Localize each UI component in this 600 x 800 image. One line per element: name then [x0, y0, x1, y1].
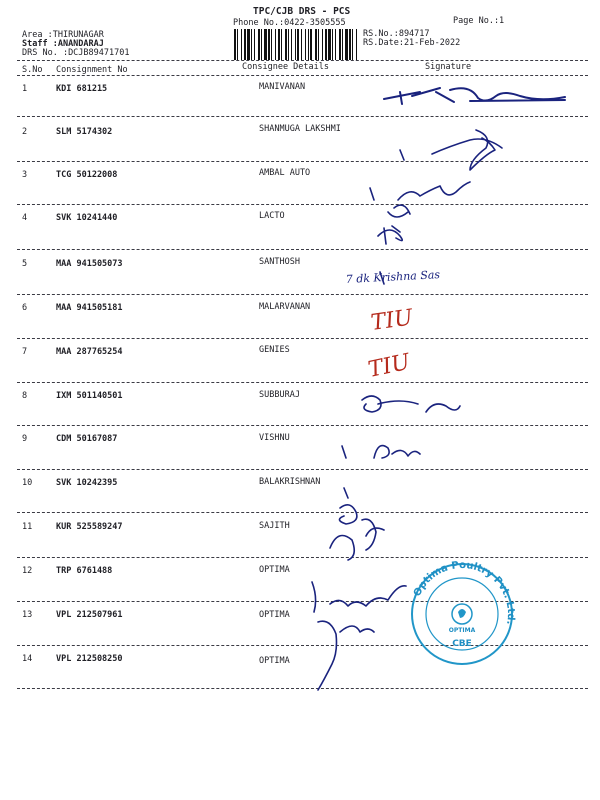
row-8-consignment: IXM 501140501	[56, 391, 123, 401]
row-10-sno: 10	[22, 478, 33, 488]
row-6-consignment: MAA 941505181	[56, 303, 123, 313]
signature-row-7: TIU	[366, 349, 413, 383]
signature-row-2	[400, 130, 502, 170]
staff-label: Staff :	[22, 39, 58, 49]
rs-date: RS.Date:21-Feb-2022	[363, 38, 461, 48]
row-3-sno: 3	[22, 170, 28, 180]
rs-number: RS.No.:894717	[363, 29, 430, 39]
column-header-signature: Signature	[425, 62, 472, 72]
row-13-consignment: VPL 212507961	[56, 610, 123, 620]
company-stamp	[412, 560, 516, 664]
row-14-consignment: VPL 212508250	[56, 654, 123, 664]
row-1-consignee: MANIVANAN	[259, 82, 306, 92]
row-6-sno: 6	[22, 303, 28, 313]
signature-row-5: 7 dk Krishna Sas	[345, 268, 441, 286]
signature-row-3	[370, 182, 470, 217]
row-11-consignment: KUR 525589247	[56, 522, 123, 532]
row-11-consignee: SAJITH	[259, 521, 290, 531]
row-9-consignment: CDM 50167087	[56, 434, 118, 444]
signature-row-12	[312, 582, 406, 612]
drs-label: DRS No. :	[22, 48, 69, 58]
row-7-consignment: MAA 287765254	[56, 347, 123, 357]
row-5-sno: 5	[22, 259, 28, 269]
row-9-sno: 9	[22, 434, 28, 444]
row-9-consignee: VISHNU	[259, 433, 290, 443]
row-2-consignee: SHANMUGA LAKSHMI	[259, 124, 341, 134]
row-12-consignment: TRP 6761488	[56, 566, 113, 576]
row-10-consignment: SVK 10242395	[56, 478, 118, 488]
stamp-ring-text: Optima Poultry Pvt. Ltd.	[411, 559, 517, 626]
row-14-sno: 14	[22, 654, 33, 664]
row-14-consignee: OPTIMA	[259, 656, 290, 666]
row-7-consignee: GENIES	[259, 345, 290, 355]
row-1-consignment: KDI 681215	[56, 84, 108, 94]
row-1-sno: 1	[22, 84, 28, 94]
column-header-consignment: Consignment No	[56, 65, 128, 75]
column-header-sno: S.No	[22, 65, 43, 75]
row-12-consignee: OPTIMA	[259, 565, 290, 575]
signature-row-9	[342, 446, 420, 458]
signature-row-6: TIU	[369, 305, 415, 336]
phone-number: Phone No.:0422-3505555	[233, 18, 346, 28]
signature-row-13	[318, 621, 374, 690]
stamp-city: CBE	[452, 639, 472, 649]
row-3-consignment: TCG 50122008	[56, 170, 118, 180]
signature-row-1	[384, 88, 565, 104]
row-2-sno: 2	[22, 127, 28, 137]
row-2-consignment: SLM 5174302	[56, 127, 113, 137]
row-7-sno: 7	[22, 347, 28, 357]
row-8-consignee: SUBBURAJ	[259, 390, 300, 400]
row-5-consignment: MAA 941505073	[56, 259, 123, 269]
column-header-consignee: Consignee Details	[242, 62, 329, 72]
signature-row-10	[339, 488, 356, 524]
row-5-consignee: SANTHOSH	[259, 257, 300, 267]
stamp-inner-text: OPTIMA	[448, 627, 476, 634]
row-13-sno: 13	[22, 610, 33, 620]
signature-row-8	[362, 396, 460, 412]
row-12-sno: 12	[22, 566, 33, 576]
row-4-consignee: LACTO	[259, 211, 285, 221]
drs-value: DCJB89471701	[68, 48, 130, 58]
signature-row-11	[330, 519, 384, 560]
area-value: THIRUNAGAR	[52, 30, 104, 40]
signature-row-4	[378, 226, 402, 244]
row-8-sno: 8	[22, 391, 28, 401]
row-11-sno: 11	[22, 522, 33, 532]
row-13-consignee: OPTIMA	[259, 610, 290, 620]
row-4-consignment: SVK 10241440	[56, 213, 118, 223]
row-4-sno: 4	[22, 213, 28, 223]
row-3-consignee: AMBAL AUTO	[259, 168, 311, 178]
area-label: Area :	[22, 30, 53, 40]
row-10-consignee: BALAKRISHNAN	[259, 477, 321, 487]
staff-value: ANANDARAJ	[57, 39, 104, 49]
row-6-consignee: MALARVANAN	[259, 302, 311, 312]
document-title: TPC/CJB DRS - PCS	[253, 6, 351, 17]
page-number: Page No.:1	[453, 16, 505, 26]
